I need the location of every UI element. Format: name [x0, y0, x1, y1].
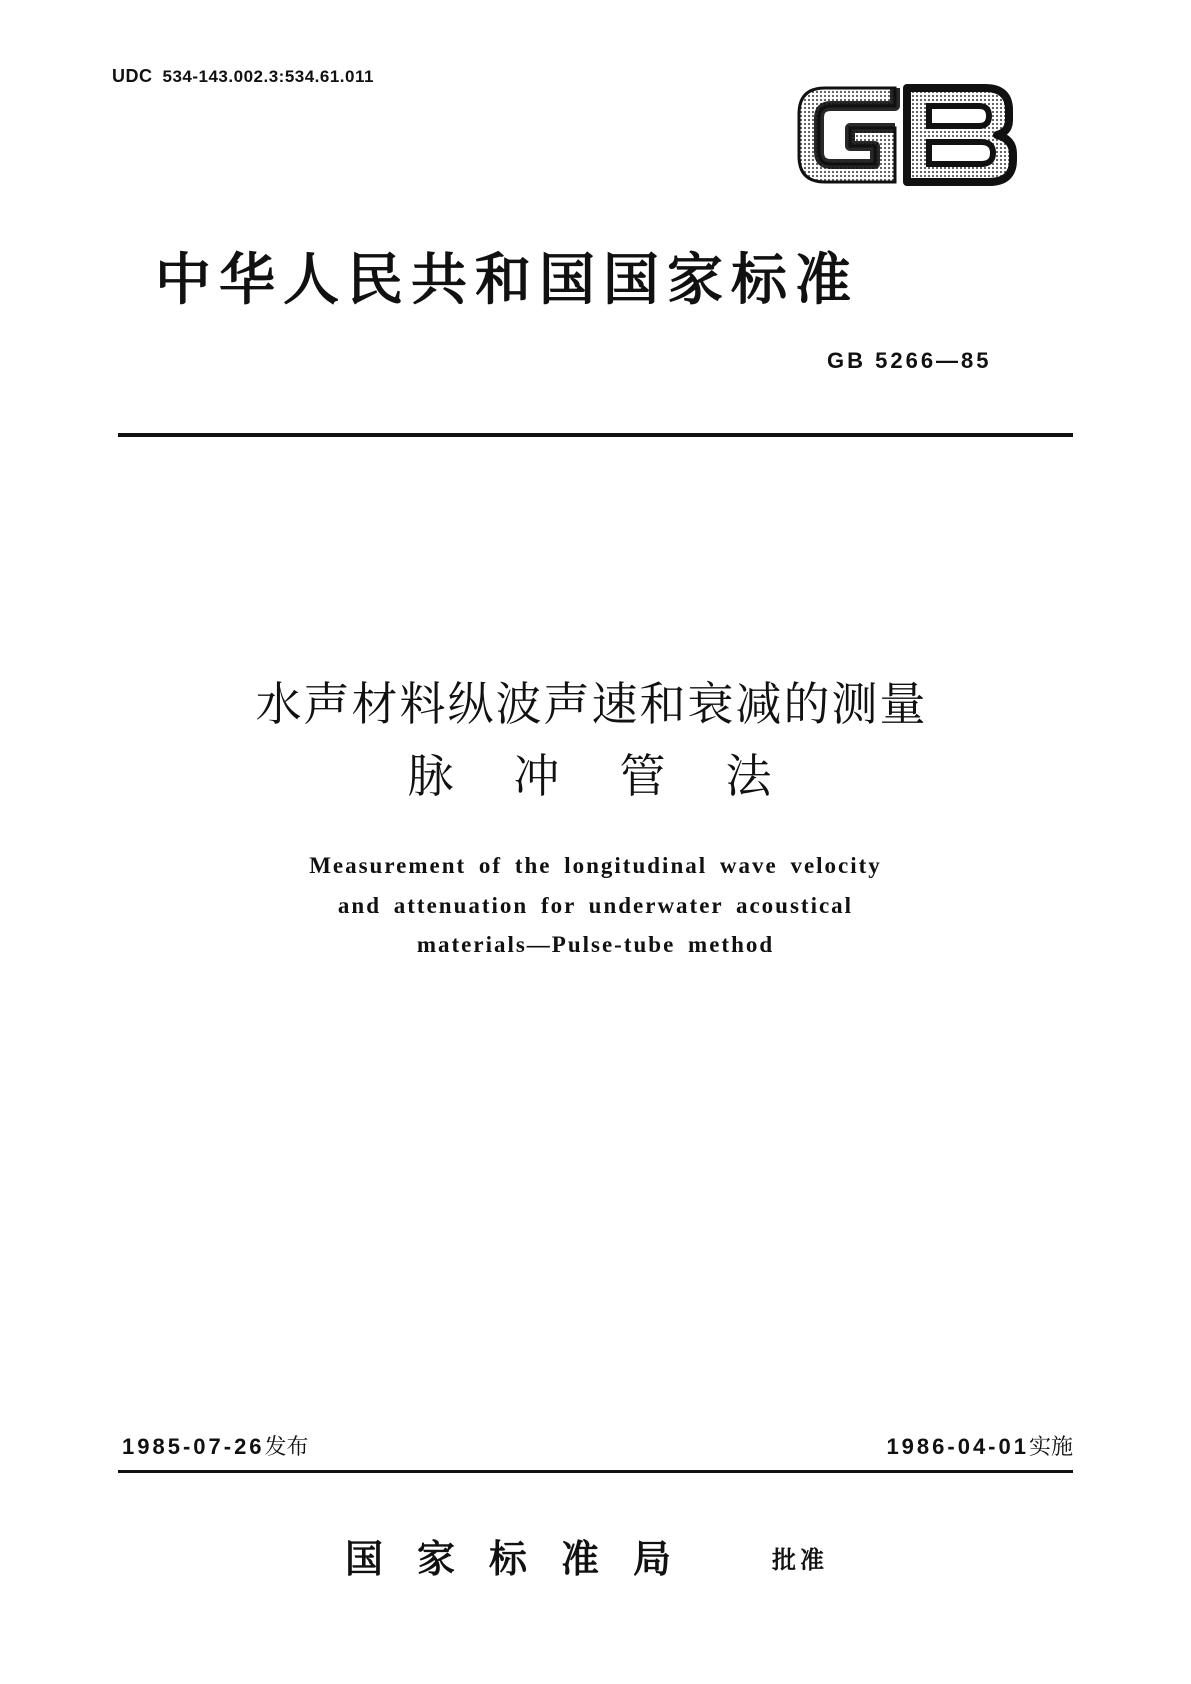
national-standard-title: 中华人民共和国国家标准 — [155, 248, 859, 313]
gb-logo-letter-g — [799, 88, 895, 182]
udc-code: 534-143.002.3:534.61.011 — [162, 67, 374, 86]
gb-logo-letter-b — [907, 88, 1013, 182]
standard-number: GB 5266—85 — [827, 348, 992, 373]
issue-date-value: 1985-07-26 — [122, 1434, 265, 1459]
english-title-line-3: materials—Pulse-tube method — [416, 932, 775, 957]
udc-classification — [112, 66, 374, 87]
effective-date-suffix: 实施 — [1028, 1435, 1073, 1460]
effective-date-value: 1986-04-01 — [886, 1434, 1029, 1459]
gb-logo — [795, 78, 1020, 190]
bottom-divider — [118, 1470, 1073, 1473]
chinese-title-line-2: 脉冲管法 — [407, 749, 832, 803]
issuing-authority: 国家标准局 — [345, 1537, 706, 1581]
chinese-title-line-1: 水声材料纵波声速和衰减的测量 — [255, 677, 928, 731]
approval-label: 批准 — [772, 1546, 828, 1574]
english-title-line-2: and attenuation for underwater acoustical — [337, 893, 854, 918]
issue-date-suffix: 发布 — [264, 1435, 309, 1460]
udc-label: UDC — [112, 66, 153, 86]
effective-date — [886, 1430, 1073, 1461]
english-title-line-1: Measurement of the longitudinal wave velocity — [309, 853, 882, 878]
top-divider — [118, 433, 1073, 437]
issue-date — [122, 1430, 309, 1461]
